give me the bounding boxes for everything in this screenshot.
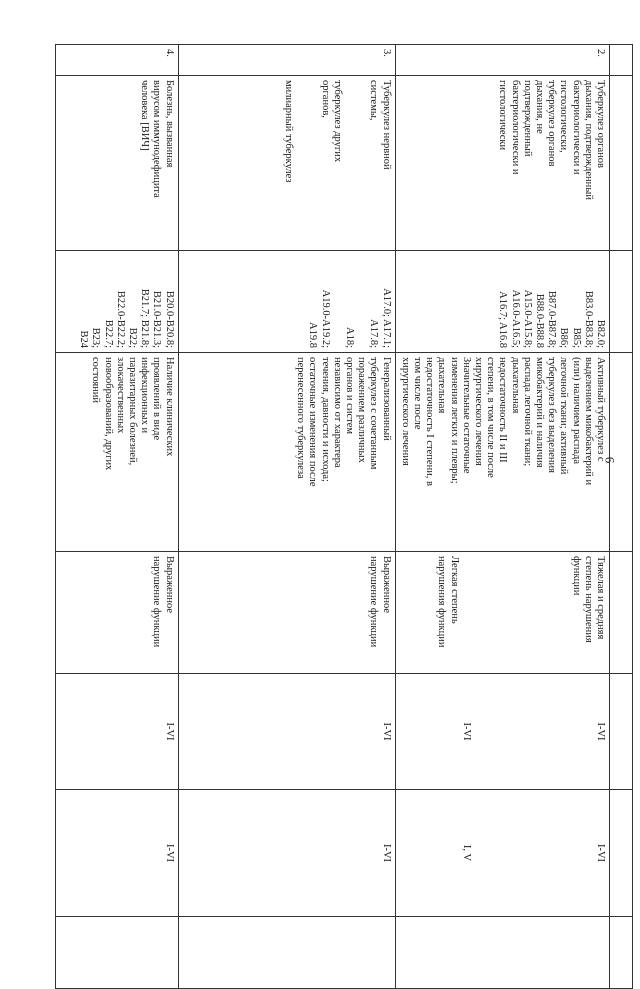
- icd-codes: A17.0; A17.1; A17.8; A18; A19.0-A19.2; A19.8: [178, 251, 395, 353]
- category-column-1: I-VI I-VI: [395, 674, 609, 790]
- category-column-1: I-VI: [178, 674, 395, 790]
- impairment-degree: Выраженное нарушение функции: [178, 552, 395, 674]
- category-column-1: [610, 674, 633, 790]
- clinical-characteristics: Наличие клинических проявлений в виде инфекционных и паразитарных болезней, злокачественных новообразований, других состояний: [55, 353, 178, 552]
- row-number: 3.: [178, 45, 395, 76]
- table-row: [178, 45, 395, 989]
- page-number: 6: [602, 456, 618, 464]
- row-number: 4.: [55, 45, 178, 76]
- disease-table: [55, 44, 633, 989]
- category-column-2: I-VI I, V: [395, 790, 609, 917]
- clinical-characteristics: Генерализованный туберкулез с сочетанным поражением различных органов и систем независимо от характера течения, давности и исхода; остаточные изменения после перенесенного туберкулеза: [178, 353, 395, 552]
- category-column-3: [178, 917, 395, 989]
- disease-name: Туберкулез органов дыхания, подтвержденный бактериологически и гистологически, туберкулез органов дыхания, не подтвержденный бактериологически и гистологически: [395, 76, 609, 251]
- category-column-3: [55, 917, 178, 989]
- clinical-characteristics: Активный туберкулез с выделением микобактерий и (или) наличием распада легочной ткани; активный туберкулез без выделения микобактерий и наличия распада легочной ткани; дыхательная недостаточность II и III степени, в том числе после хирургического лечения Значительные остаточные изменения легких и плевры; дыхательная недостаточность I степени, в том числе после хирургического лечения: [395, 353, 609, 552]
- category-column-2: I-VI: [178, 790, 395, 917]
- icd-codes: B82.0; B83.0-B83.8; B85; B86; B87.0-B87.8; B88.0-B88.8 A15.0-A15.8; A16.0-A16.5; A16.7; A16.8: [395, 251, 609, 353]
- disease-name: Болезнь, вызванная вирусом иммунодефицита человека [ВИЧ]: [55, 76, 178, 251]
- category-column-3: [610, 917, 633, 989]
- category-column-1: I-VI: [55, 674, 178, 790]
- table-row: [55, 45, 178, 989]
- clinical-characteristics: [610, 353, 633, 552]
- table-row: [395, 45, 609, 989]
- icd-codes: [610, 251, 633, 353]
- category-column-2: I-VI: [55, 790, 178, 917]
- table-row: [610, 45, 633, 989]
- impairment-degree: Тяжелая и средняя степень нарушения функции Легкая степень нарушения функции: [395, 552, 609, 674]
- category-column-2: [610, 790, 633, 917]
- impairment-degree: Выраженное нарушение функции: [55, 552, 178, 674]
- row-number: [610, 45, 633, 76]
- rotated-table-frame: [78, 44, 633, 916]
- icd-codes: B20.0-B20.8; B21.0-B21.3; B21.7; B21.8; B22; B22.0-B22.2; B22.7; B23; B24: [55, 251, 178, 353]
- disease-name: Туберкулез нервной системы, туберкулез других органов, милиарный туберкулез: [178, 76, 395, 251]
- category-column-3: [395, 917, 609, 989]
- rotated-table-content: [78, 44, 633, 916]
- row-number: 2.: [395, 45, 609, 76]
- impairment-degree: [610, 552, 633, 674]
- disease-name: [610, 76, 633, 251]
